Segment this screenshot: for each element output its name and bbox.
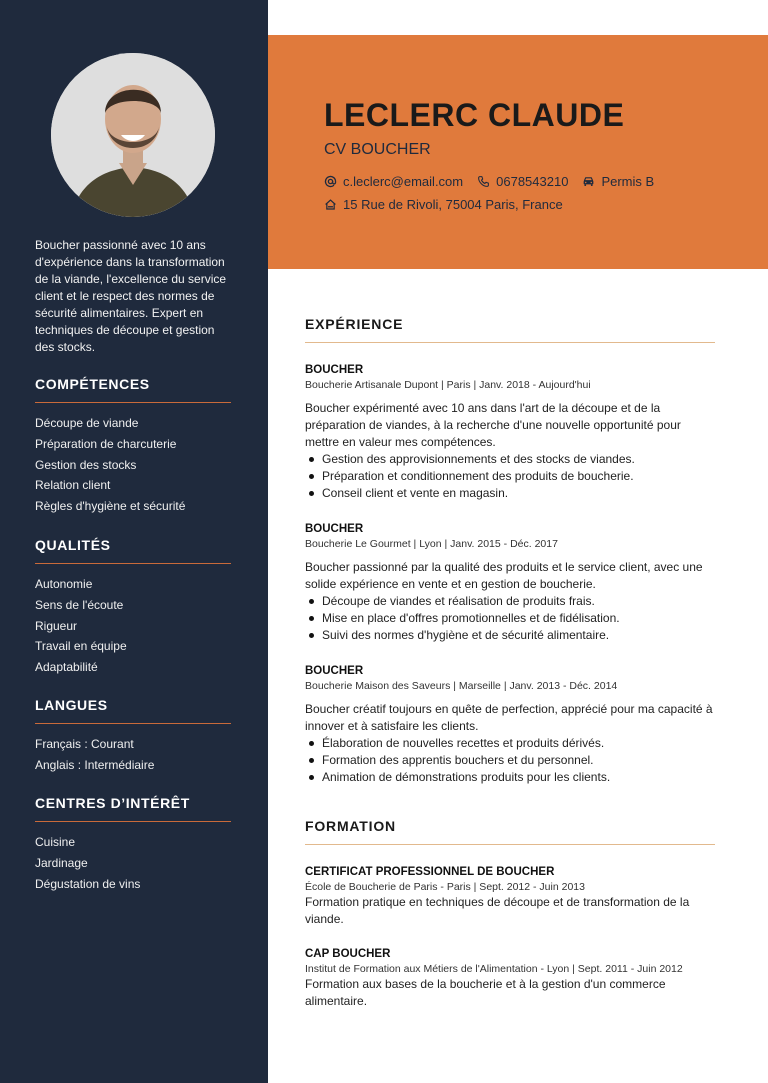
experience-section xyxy=(305,316,715,343)
list-item: Découpe de viande xyxy=(35,416,139,430)
email-text: c.leclerc@email.com xyxy=(343,174,464,189)
degree-meta: Institut de Formation aux Métiers de l'Alimentation - Lyon | Sept. 2011 - Juin 2012 xyxy=(305,963,683,975)
list-item: Élaboration de nouvelles recettes et produits dérivés. xyxy=(305,735,717,752)
languages-section xyxy=(35,697,231,776)
job-meta: Boucherie Artisanale Dupont | Paris | Janv. 2018 - Aujourd'hui xyxy=(305,379,591,391)
home-icon xyxy=(324,198,337,211)
list-item: Découpe de viandes et réalisation de produits frais. xyxy=(305,593,717,610)
list-item: Formation des apprentis bouchers et du personnel. xyxy=(305,752,717,769)
candidate-name: LECLERC CLAUDE xyxy=(324,97,625,133)
education-section xyxy=(305,818,715,845)
job-description: Boucher passionné par la qualité des produits et le service client, avec une solide expérience en vente et en gestion de boucherie. xyxy=(305,560,703,591)
job-entry xyxy=(305,522,717,644)
list-item: Suivi des normes d'hygiène et de sécurité alimentaire. xyxy=(305,627,717,644)
interests-list xyxy=(35,832,231,894)
interests-title: CENTRES D’INTÉRÊT xyxy=(35,795,231,822)
education-entry xyxy=(305,947,717,1010)
job-entry xyxy=(305,363,717,502)
portrait-image xyxy=(51,53,215,217)
job-bullets xyxy=(305,451,717,502)
license-text: Permis B xyxy=(601,174,655,189)
list-item: Dégustation de vins xyxy=(35,876,141,891)
email-item[interactable] xyxy=(324,174,463,189)
list-item: Relation client xyxy=(35,478,111,493)
car-icon xyxy=(582,175,595,188)
list-item: Adaptabilité xyxy=(35,660,98,675)
list-item: Règles d'hygiène et sécurité xyxy=(35,499,186,514)
list-item: Préparation et conditionnement des produits de boucherie. xyxy=(305,468,717,485)
list-item: Gestion des stocks xyxy=(35,457,137,472)
phone-icon xyxy=(477,175,490,188)
job-role: BOUCHER xyxy=(305,523,364,535)
experience-title: EXPÉRIENCE xyxy=(305,316,715,343)
job-role: BOUCHER xyxy=(305,665,364,677)
skills-title: COMPÉTENCES xyxy=(35,376,231,403)
job-bullets xyxy=(305,735,717,786)
job-description: Boucher créatif toujours en quête de perfection, apprécié pour ma capacité à innover et à satisfaire les clients. xyxy=(305,702,713,733)
list-item: Rigueur xyxy=(35,618,78,633)
degree-description: Formation aux bases de la boucherie et à la gestion d'un commerce alimentaire. xyxy=(305,977,666,1008)
interests-section xyxy=(35,795,231,894)
sidebar xyxy=(0,0,268,1083)
profile-photo xyxy=(51,53,215,217)
skills-list xyxy=(35,413,231,517)
education-entry xyxy=(305,865,717,928)
qualities-list xyxy=(35,574,231,678)
at-icon xyxy=(324,175,337,188)
languages-title: LANGUES xyxy=(35,697,231,724)
phone-item[interactable] xyxy=(477,174,568,189)
job-description: Boucher expérimenté avec 10 ans dans l'art de la découpe et de la préparation de viandes, à la recherche d'une nouvelle opportunité pour mettre en valeur mes compétences. xyxy=(305,401,681,449)
address-text: 15 Rue de Rivoli, 75004 Paris, France xyxy=(343,197,563,212)
list-item: Autonomie xyxy=(35,577,93,591)
education-title: FORMATION xyxy=(305,818,715,845)
phone-text: 0678543210 xyxy=(496,174,569,189)
degree-title: CAP BOUCHER xyxy=(305,948,391,960)
degree-title: CERTIFICAT PROFESSIONNEL DE BOUCHER xyxy=(305,866,555,878)
qualities-title: QUALITÉS xyxy=(35,537,231,564)
list-item: Mise en place d'offres promotionnelles et de fidélisation. xyxy=(305,610,717,627)
list-item: Gestion des approvisionnements et des stocks de viandes. xyxy=(305,451,717,468)
job-role: BOUCHER xyxy=(305,364,364,376)
list-item: Conseil client et vente en magasin. xyxy=(305,485,717,502)
contact-row-2 xyxy=(324,197,577,212)
job-bullets xyxy=(305,593,717,644)
job-meta: Boucherie Maison des Saveurs | Marseille | Janv. 2013 - Déc. 2014 xyxy=(305,680,618,692)
list-item: Préparation de charcuterie xyxy=(35,436,177,451)
list-item: Sens de l'écoute xyxy=(35,597,124,612)
job-meta: Boucherie Le Gourmet | Lyon | Janv. 2015 - Déc. 2017 xyxy=(305,538,558,550)
qualities-section xyxy=(35,537,231,678)
degree-description: Formation pratique en techniques de découpe et de transformation de la viande. xyxy=(305,895,690,926)
list-item: Jardinage xyxy=(35,855,88,870)
list-item: Anglais : Intermédiaire xyxy=(35,757,155,772)
cv-title: CV BOUCHER xyxy=(324,141,431,158)
contact-row-1 xyxy=(324,174,668,189)
header-banner xyxy=(268,35,768,269)
job-entry xyxy=(305,664,717,786)
license-item xyxy=(582,174,654,189)
list-item: Cuisine xyxy=(35,835,76,849)
list-item: Français : Courant xyxy=(35,737,134,751)
skills-section xyxy=(35,376,231,517)
degree-meta: École de Boucherie de Paris - Paris | Sept. 2012 - Juin 2013 xyxy=(305,881,585,893)
list-item: Animation de démonstrations produits pour les clients. xyxy=(305,769,717,786)
languages-list xyxy=(35,734,231,776)
address-item xyxy=(324,197,563,212)
list-item: Travail en équipe xyxy=(35,639,127,654)
profile-summary: Boucher passionné avec 10 ans d'expérience dans la transformation de la viande, l'excellence du service client et le respect des normes de sécurité alimentaires. Expert en techniques de découpe et gestion des stocks. xyxy=(35,238,227,354)
